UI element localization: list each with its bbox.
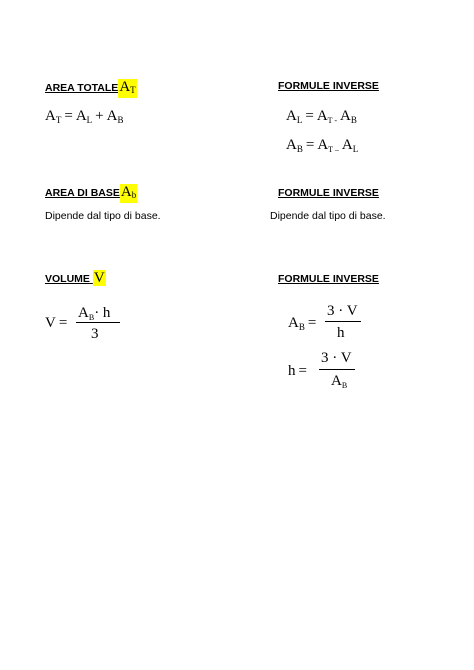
formula-lhs: A: [45, 108, 56, 124]
area-totale-heading: [45, 79, 137, 98]
formula-term: A: [317, 137, 329, 153]
formula-lhs: V: [45, 315, 56, 331]
equals-sign: =: [305, 137, 315, 153]
area-base-inverse-text: Dipende dal tipo di base.: [270, 210, 386, 222]
area-totale-inverse-formula-2: [286, 136, 358, 159]
volume-inverse-1-numerator: 3 · V: [327, 303, 358, 319]
formula-term-sub: T –: [328, 145, 339, 154]
formula-term-sub: T -: [327, 116, 338, 125]
formula-term-sub: B: [341, 381, 348, 390]
formula-term: A: [331, 373, 342, 389]
formula-term: A: [106, 108, 118, 124]
volume-inverse-2-lhs: [288, 362, 310, 380]
volume-inverse-heading: FORMULE INVERSE: [278, 273, 379, 285]
volume-fraction-bar: [76, 322, 120, 323]
volume-inverse-2-denominator: [331, 373, 347, 394]
area-base-text: Dipende dal tipo di base.: [45, 210, 161, 222]
area-totale-inverse-formula-1: [286, 107, 357, 130]
area-totale-symbol-sub: T: [130, 85, 136, 95]
formula-term: A: [340, 108, 351, 124]
plus-sign: +: [95, 108, 104, 124]
formula-term-sub: B: [88, 313, 95, 322]
area-totale-title: AREA TOTALE: [45, 82, 119, 94]
formula-lhs-sub: T: [55, 115, 62, 125]
volume-title: VOLUME: [45, 273, 90, 285]
volume-formula-lhs: [45, 314, 70, 332]
volume-inverse-2-fraction-bar: [319, 369, 355, 370]
area-base-symbol-sub: b: [131, 190, 137, 200]
area-base-title: AREA DI BASE: [45, 187, 120, 199]
volume-inverse-1-lhs: [288, 314, 319, 336]
area-base-heading: [45, 184, 137, 203]
formula-term-sub: B: [117, 115, 124, 125]
formula-lhs-sub: B: [296, 144, 303, 154]
volume-formula-denominator: 3: [91, 326, 99, 342]
formula-term: · h: [94, 305, 111, 321]
equals-sign: =: [307, 315, 317, 331]
area-base-symbol: A: [120, 184, 132, 200]
area-totale-symbol-highlight: [118, 79, 136, 98]
formula-lhs-sub: B: [298, 322, 305, 332]
volume-inverse-2-numerator: 3 · V: [321, 350, 352, 366]
volume-inverse-1-fraction-bar: [325, 321, 361, 322]
volume-symbol-highlight: [93, 270, 106, 286]
formula-term-sub: L: [352, 144, 359, 154]
formula-lhs-sub: L: [296, 115, 303, 125]
formula-term: A: [316, 108, 328, 124]
equals-sign: =: [298, 363, 307, 379]
area-totale-symbol: A: [119, 79, 131, 95]
formula-lhs: A: [286, 108, 297, 124]
formula-term-sub: B: [350, 115, 357, 125]
equals-sign: =: [64, 108, 73, 124]
formula-lhs: h: [288, 363, 296, 379]
area-base-symbol-highlight: [120, 184, 137, 203]
area-totale-inverse-heading: FORMULE INVERSE: [278, 80, 379, 92]
formula-term-sub: L: [86, 115, 93, 125]
volume-heading: [45, 270, 106, 286]
formula-lhs: A: [286, 137, 297, 153]
formula-lhs: A: [288, 315, 299, 331]
formula-term: A: [341, 137, 353, 153]
formula-term: A: [75, 108, 87, 124]
equals-sign: =: [305, 108, 314, 124]
area-totale-formula: [45, 107, 123, 129]
equals-sign: =: [58, 315, 68, 331]
volume-symbol: V: [93, 270, 105, 286]
area-base-inverse-heading: FORMULE INVERSE: [278, 187, 379, 199]
formula-term: A: [78, 305, 89, 321]
volume-inverse-1-denominator: h: [337, 325, 345, 341]
